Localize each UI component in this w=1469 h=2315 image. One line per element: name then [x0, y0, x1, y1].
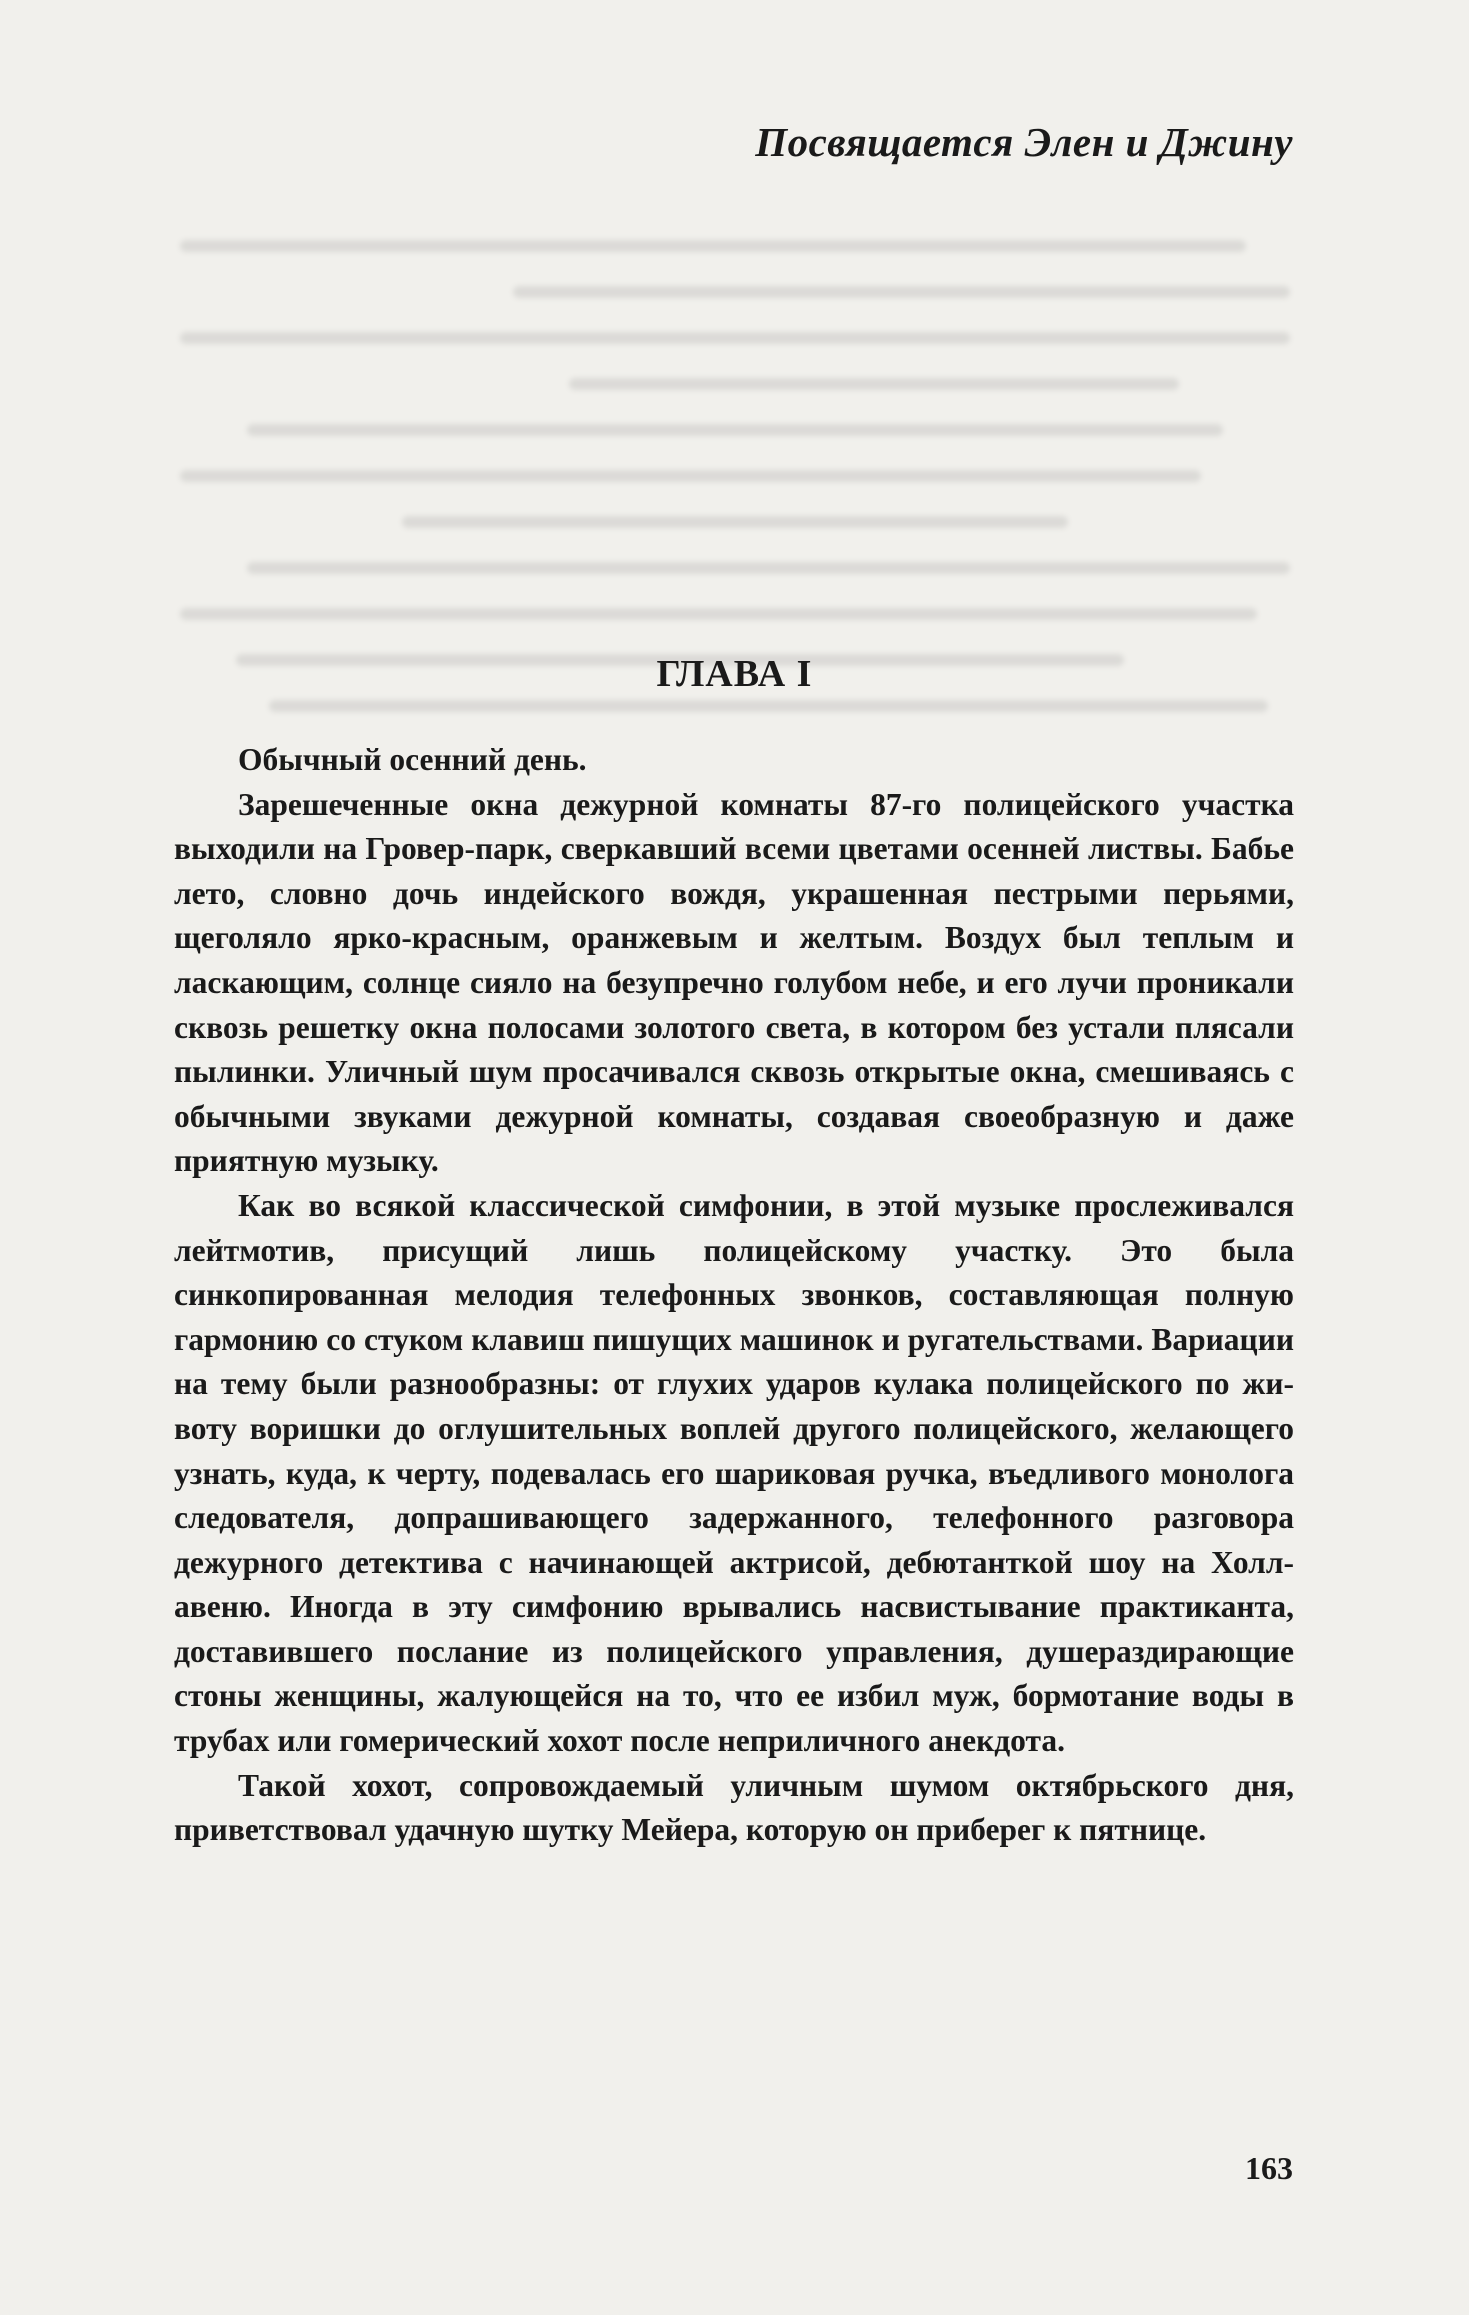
paragraph: Обычный осенний день.	[238, 742, 587, 777]
paragraph: Как во всякой классической симфонии, в этой музыке прослеживался лейтмотив, присущий лишь полицейскому участку. Это была синкопированная мелодия телефонных звонков, составляющая полную гармонию со стуком клавиш пишущих машинок и ругательствами. Вариации на тему были разнообразны: от глухих ударов кулака полицейского по животу воришки до оглушительных воплей другого полицейского, желающего узнать, куда, к черту, подевалась его шариковая ручка, въедливого монолога следователя, допрашивающего задержанного, телефонного разговора дежурного детектива с начинающей актрисой, дебютанткой шоу на Холл-авеню. Иногда в эту симфонию врывались насвистывание практиканта, доставившего послание из полицейского управления, душераздирающие стоны женщины, жалующейся на то, что ее избил муж, бормотание воды в трубах или гомерический хохот после неприличного анекдота.	[174, 1187, 1294, 1759]
paragraph: Такой хохот, сопровождаемый уличным шумом октябрьского дня, приветствовал удачную шутку Мейера, которую он приберег к пятнице.	[174, 1767, 1294, 1848]
page-number: 163	[1245, 2150, 1293, 2186]
dedication: Посвящается Элен и Джину	[755, 119, 1293, 165]
paragraph: Зарешеченные окна дежурной комнаты 87-го полицейского участка выходили на Гровер-парк, сверкавший всеми цветами осенней листвы. Бабье лето, словно дочь индейского вождя, украшенная пестрыми перьями, щеголяло ярко-красным, оранжевым и желтым. Воздух был теплым и ласкающим, солнце сияло на безупречно голубом небе, и его лучи проникали сквозь решетку окна полосами золотого света, в котором без устали плясали пылинки. Уличный шум просачивался сквозь открытые окна, смешиваясь с обычными звуками дежурной комнаты, создавая своеобразную и даже приятную музыку.	[174, 786, 1294, 1179]
chapter-title: ГЛАВА I	[656, 653, 813, 695]
chapter-body	[174, 738, 1294, 1853]
